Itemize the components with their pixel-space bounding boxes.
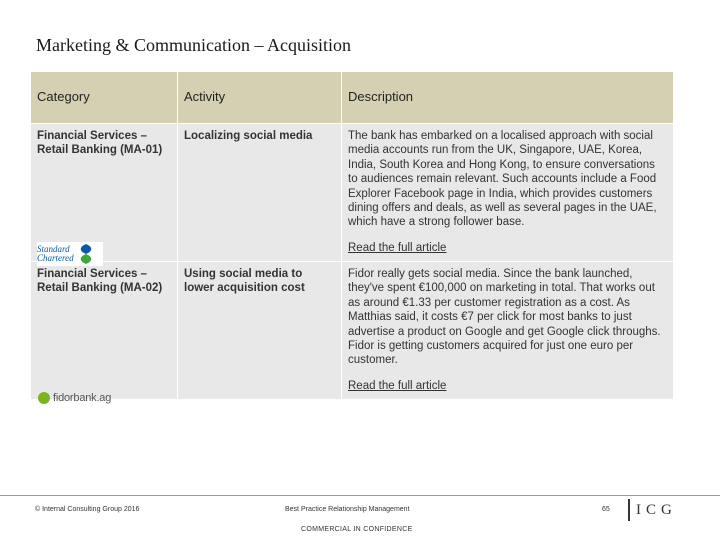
icg-logo: ICG <box>628 499 680 521</box>
table-row <box>31 123 673 261</box>
footer-confidential: COMMERCIAL IN CONFIDENCE <box>301 526 413 533</box>
content-table <box>31 72 673 399</box>
table-row <box>31 261 673 399</box>
standard-chartered-logo <box>37 242 103 266</box>
header-activity: Activity <box>178 72 341 123</box>
read-article-link[interactable]: Read the full article <box>348 379 447 392</box>
header-description: Description <box>342 72 673 123</box>
description-cell <box>342 262 673 399</box>
read-article-link[interactable]: Read the full article <box>348 241 447 254</box>
header-category: Category <box>31 72 177 123</box>
logo-text: Standard Chartered <box>37 244 74 263</box>
page-title: Marketing & Communication – Acquisition <box>36 35 351 55</box>
standard-chartered-mark-icon <box>78 243 94 265</box>
description-text: The bank has embarked on a localised approach with social media accounts run from the UK, Singapore, UAE, Korea, India, South Korea and Hong Kong, to ensure conversations to audiences remain relevant. Such accounts include a Food Explorer Facebook page in India, which provides customers dining offers and deals, as well as several pages in the UAE, which have a strong follower base. <box>348 130 657 229</box>
fidor-logo-text: fidorbank.ag <box>53 392 112 404</box>
activity-cell: Using social media to lower acquisition cost <box>178 262 341 399</box>
activity-cell: Localizing social media <box>178 124 341 261</box>
category-cell: Financial Services – Retail Banking (MA-02) <box>31 262 177 399</box>
description-cell <box>342 124 673 261</box>
description-text: Fidor really gets social media. Since the bank launched, they've spent €100,000 on marketing in total. That works out as around €1.33 per customer registration as a cost. As Matthias said, it costs €7 per click for most banks to just advertise a product on Google and get Google click throughs. Fidor is getting customers acquired for just one euro per customer. <box>348 268 661 367</box>
fidor-bank-logo <box>38 392 111 404</box>
footer-divider <box>0 495 720 496</box>
table-header-row <box>31 72 673 123</box>
page-number: 65 <box>602 506 610 513</box>
footer-center-text: Best Practice Relationship Management <box>285 506 410 513</box>
fidor-dot-icon <box>38 392 50 404</box>
footer-copyright: © Internal Consulting Group 2016 <box>35 506 140 513</box>
category-cell: Financial Services – Retail Banking (MA-01) <box>31 124 177 261</box>
